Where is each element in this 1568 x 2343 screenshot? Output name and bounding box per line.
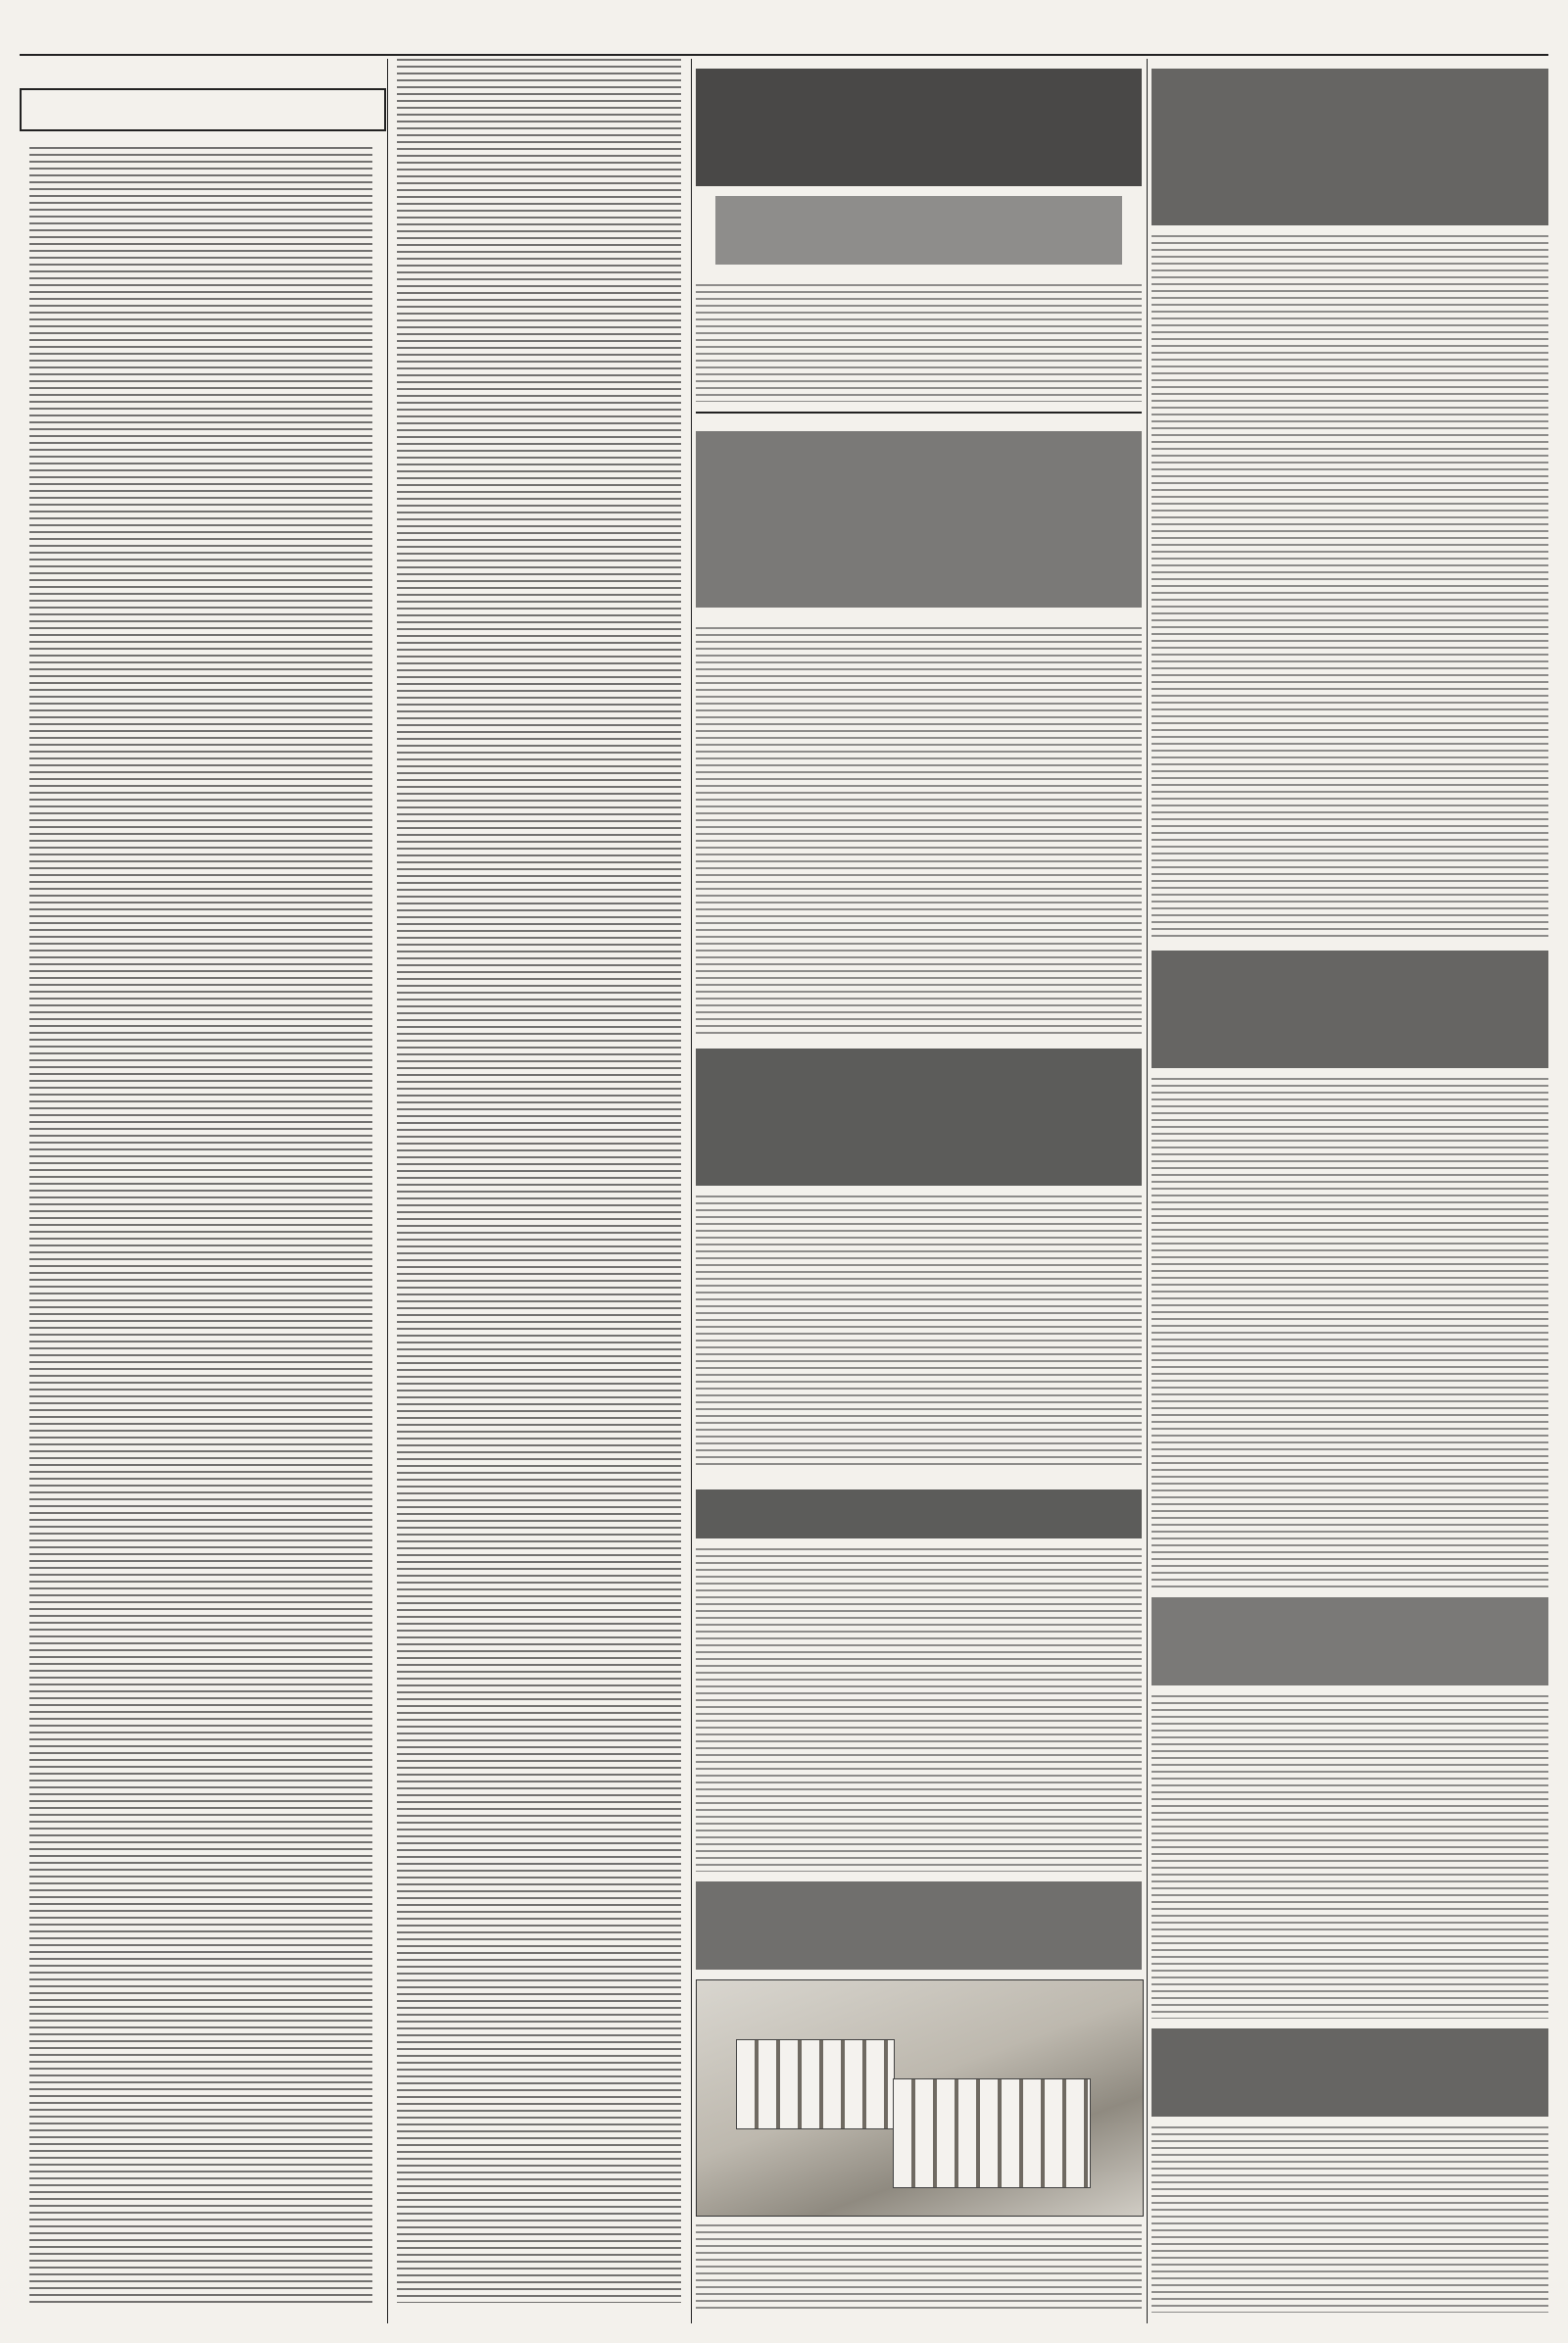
text-block: [1152, 1695, 1548, 2019]
text-block: [696, 284, 1142, 402]
headline-bar: [696, 1049, 1142, 1186]
headline-bar: [1152, 2028, 1548, 2117]
headline-bar: [1152, 69, 1548, 225]
text-block: [696, 1196, 1142, 1470]
column-second: [392, 59, 686, 2322]
headline-bar: [1152, 1597, 1548, 1685]
text-block: [696, 627, 1142, 1039]
headline-bar: [1152, 951, 1548, 1068]
headline-bar: [696, 1489, 1142, 1538]
text-block: [1152, 235, 1548, 941]
column-rule: [1147, 59, 1148, 2323]
section-heading-box: [20, 88, 386, 131]
building-shape: [736, 2039, 895, 2129]
headline-bar: [696, 1881, 1142, 1970]
subheadline-bar: [715, 196, 1122, 265]
column-main: [696, 59, 1142, 2322]
text-block: [696, 2224, 1142, 2313]
text-block: [29, 147, 372, 2303]
text-block: [696, 1548, 1142, 1872]
column-left: [20, 59, 382, 2322]
top-rule: [20, 54, 1548, 56]
headline-bar: [696, 431, 1142, 608]
section-rule: [696, 412, 1142, 414]
column-fourth: [1152, 59, 1548, 2322]
text-block: [397, 59, 681, 2303]
text-block: [1152, 1078, 1548, 1587]
text-block: [1152, 2126, 1548, 2313]
building-shape: [893, 2078, 1091, 2188]
column-rule: [387, 59, 388, 2323]
headline-bar: [696, 69, 1142, 186]
column-rule: [691, 59, 692, 2323]
building-photo: [696, 1979, 1144, 2217]
